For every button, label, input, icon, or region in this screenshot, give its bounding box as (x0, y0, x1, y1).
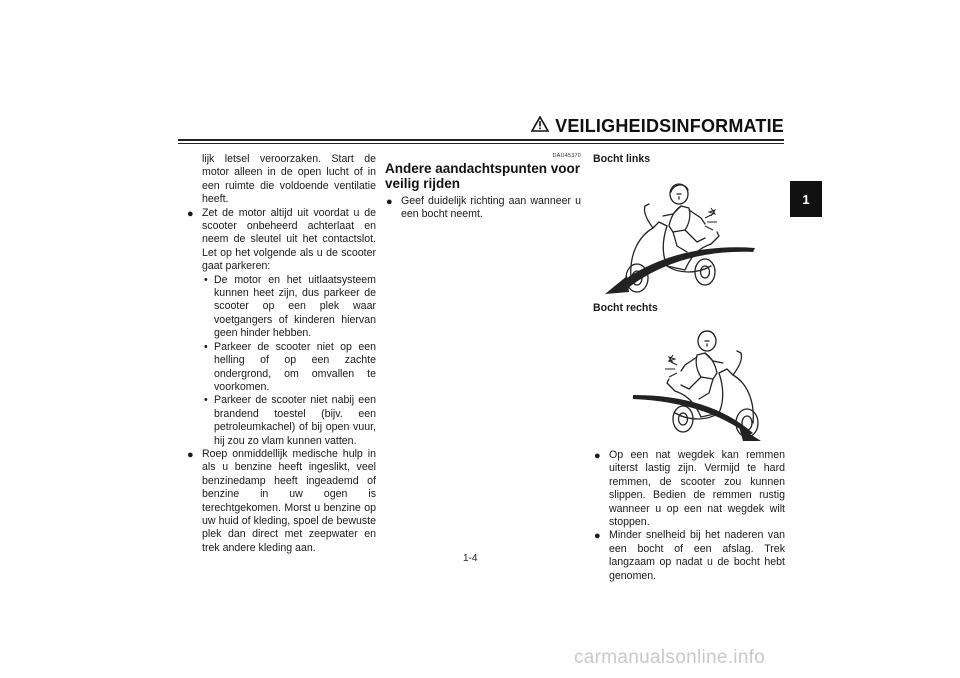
sub-bullet-icon: • (204, 394, 208, 407)
scooter-right-turn-figure (593, 315, 785, 445)
sub-list-item-text: Parkeer de scooter niet op een helling of op een zachte ondergrond, om omvallen te voorkomen. (214, 340, 376, 393)
sub-list-item-text: De motor en het uitlaatsysteem kunnen heet zijn, dus parkeer de scooter op een plek waar voetgangers of kinderen hiervan geen hinder hebben. (214, 273, 376, 340)
section-heading: Andere aandachtspunten voor veilig rijden (385, 161, 581, 191)
list-item (385, 195, 581, 222)
scooter-left-turn-figure (593, 166, 785, 296)
header-rule-thin (178, 143, 784, 144)
sub-list-item (186, 341, 376, 395)
sub-list-item (186, 274, 376, 341)
header-title-group (531, 116, 784, 137)
sub-bullet-icon: • (204, 340, 208, 353)
list-item (593, 449, 785, 529)
bullet-dot-icon: ● (386, 196, 393, 208)
list-item-text: Geef duidelijk richting aan wanneer u een bocht neemt. (401, 195, 581, 221)
list-item (186, 207, 376, 274)
bullet-dot-icon: ● (594, 450, 601, 462)
list-item-text: Roep onmiddellijk medische hulp in als u benzine heeft ingeslikt, veel benzinedamp heeft ingeademd of benzine in uw ogen is terechtgekomen. Morst u benzine op uw huid of kleding, spoel de bewuste plek dan direct met zeepwater en trek andere kleding aan. (202, 447, 376, 554)
list-item (186, 448, 376, 555)
figure-label-right-turn: Bocht rechts (593, 302, 658, 314)
list-item-text: Minder snelheid bij het naderen van een bocht of een afslag. Trek langzaam op nadat u de bocht hebt genomen. (609, 529, 785, 582)
list-item-text: Op een nat wegdek kan remmen uiterst lastig zijn. Vermijd te hard remmen, de scooter zou kunnen slippen. Bedien de remmen rustig wanneer u op een nat wegdek wilt stoppen. (609, 449, 785, 529)
sub-list-item-text: Parkeer de scooter niet nabij een brandend toestel (bijv. een petroleumkachel) of bij open vuur, hij zou zo vlam kunnen vatten. (214, 394, 376, 447)
header-rule-thick (178, 139, 784, 141)
column-3 (593, 153, 785, 583)
page-title: VEILIGHEIDSINFORMATIE (555, 116, 784, 136)
sub-list-item (186, 394, 376, 448)
column-1 (186, 153, 376, 555)
sub-bullet-icon: • (204, 273, 208, 286)
figure-label-left-turn: Bocht links (593, 153, 651, 165)
column-2 (385, 153, 581, 222)
list-item-text: Zet de motor altijd uit voordat u de scooter onbeheerd achterlaat en neem de sleutel uit het contactslot. Let op het volgende als u de scooter gaat parkeren: (202, 206, 376, 273)
chapter-tab: 1 (790, 181, 822, 217)
continued-paragraph: lijk letsel veroorzaken. Start de motor alleen in de open lucht of in een ruimte die voldoende ventilatie heeft. (202, 153, 376, 206)
page-number: 1-4 (463, 553, 478, 564)
section-code: DAU45370 (552, 153, 581, 159)
bullet-dot-icon: ● (187, 207, 194, 220)
watermark-text: carmanualsonline.info (574, 647, 766, 668)
warning-triangle-icon (531, 116, 549, 137)
list-item (593, 529, 785, 583)
bullet-dot-icon: ● (594, 530, 601, 543)
bullet-dot-icon: ● (187, 448, 194, 461)
